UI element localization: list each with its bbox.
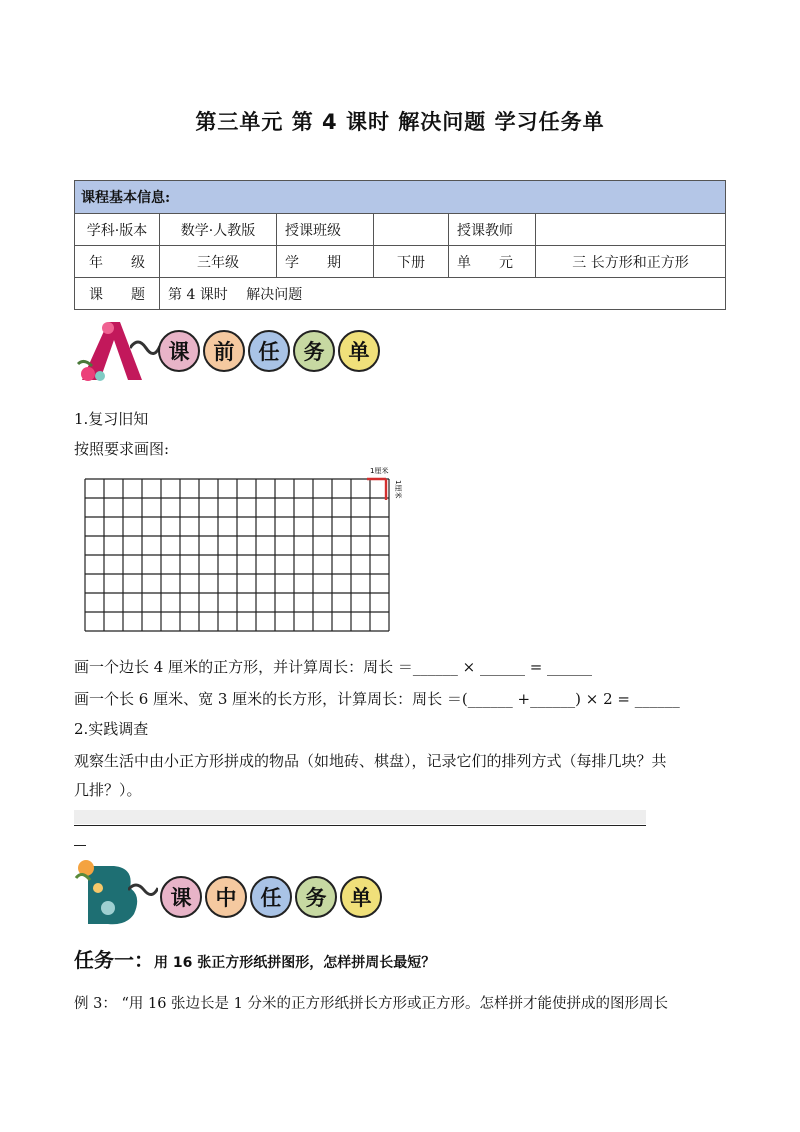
pre-class-badge-circle: 务 — [293, 330, 335, 372]
page-title: 第三单元 第 4 课时 解决问题 学习任务单 — [195, 110, 605, 134]
grid-label-side: 1厘米 — [394, 480, 402, 499]
in-class-badge-circle: 任 — [250, 876, 292, 918]
review-instruction: 按照要求画图: — [74, 440, 170, 458]
pre-class-badge-circle: 任 — [248, 330, 290, 372]
in-class-badge-circle: 课 — [160, 876, 202, 918]
answer-line-short — [74, 845, 86, 846]
table-cell: 学科·版本 — [75, 214, 160, 246]
table-cell: 年 级 — [75, 246, 160, 278]
in-class-badge-circle: 务 — [295, 876, 337, 918]
table-row — [75, 246, 726, 278]
vine-decoration — [128, 880, 158, 900]
table-row — [75, 278, 726, 310]
question-rectangle: 画一个长 6 厘米、宽 3 厘米的长方形，计算周长：周长 ＝(______ +______) × 2 = ______ — [74, 690, 680, 708]
table-cell: 课 题 — [75, 278, 160, 310]
table-cell: 单 元 — [449, 246, 536, 278]
table-cell: 授课班级 — [277, 214, 374, 246]
course-info-header: 课程基本信息: — [75, 181, 726, 214]
pre-class-badge-circle: 前 — [203, 330, 245, 372]
table-cell: 数学·人教版 — [160, 214, 277, 246]
answer-line — [74, 825, 646, 826]
table-cell — [374, 214, 449, 246]
practice-text-line1: 观察生活中由小正方形拼成的物品（如地砖、棋盘），记录它们的排列方式（每排几块？共 — [74, 752, 667, 770]
table-cell: 三 长方形和正方形 — [536, 246, 726, 278]
example-text: 例 3： “用 16 张边长是 1 分米的正方形纸拼长方形或正方形。怎样拼才能使拼成的图形周长 — [74, 996, 668, 1012]
table-cell: 授课教师 — [449, 214, 536, 246]
grid-label-top: 1厘米 — [370, 467, 389, 475]
table-cell — [536, 214, 726, 246]
in-class-badge-circle: 单 — [340, 876, 382, 918]
task-one-label: 任务一： — [74, 948, 154, 972]
question-square: 画一个边长 4 厘米的正方形，并计算周长：周长 ＝______ × ______ = ______ — [74, 658, 593, 676]
table-cell: 三年级 — [160, 246, 277, 278]
pre-class-badge-circle: 课 — [158, 330, 200, 372]
vine-decoration — [130, 336, 160, 356]
practice-text-line2: 几排？）。 — [74, 781, 142, 799]
review-heading: 1.复习旧知 — [74, 410, 149, 428]
practice-heading: 2.实践调查 — [74, 720, 149, 738]
in-class-badge-circle: 中 — [205, 876, 247, 918]
task-one-heading — [74, 944, 435, 973]
course-info-table — [74, 180, 726, 310]
table-cell: 第 4 课时 解决问题 — [160, 278, 726, 310]
pre-class-badge-circle: 单 — [338, 330, 380, 372]
table-cell: 下册 — [374, 246, 449, 278]
square-grid — [80, 462, 420, 637]
table-row — [75, 214, 726, 246]
task-one-text: 用 16 张正方形纸拼图形，怎样拼周长最短？ — [154, 955, 436, 971]
table-cell: 学 期 — [277, 246, 374, 278]
answer-area — [74, 810, 646, 824]
